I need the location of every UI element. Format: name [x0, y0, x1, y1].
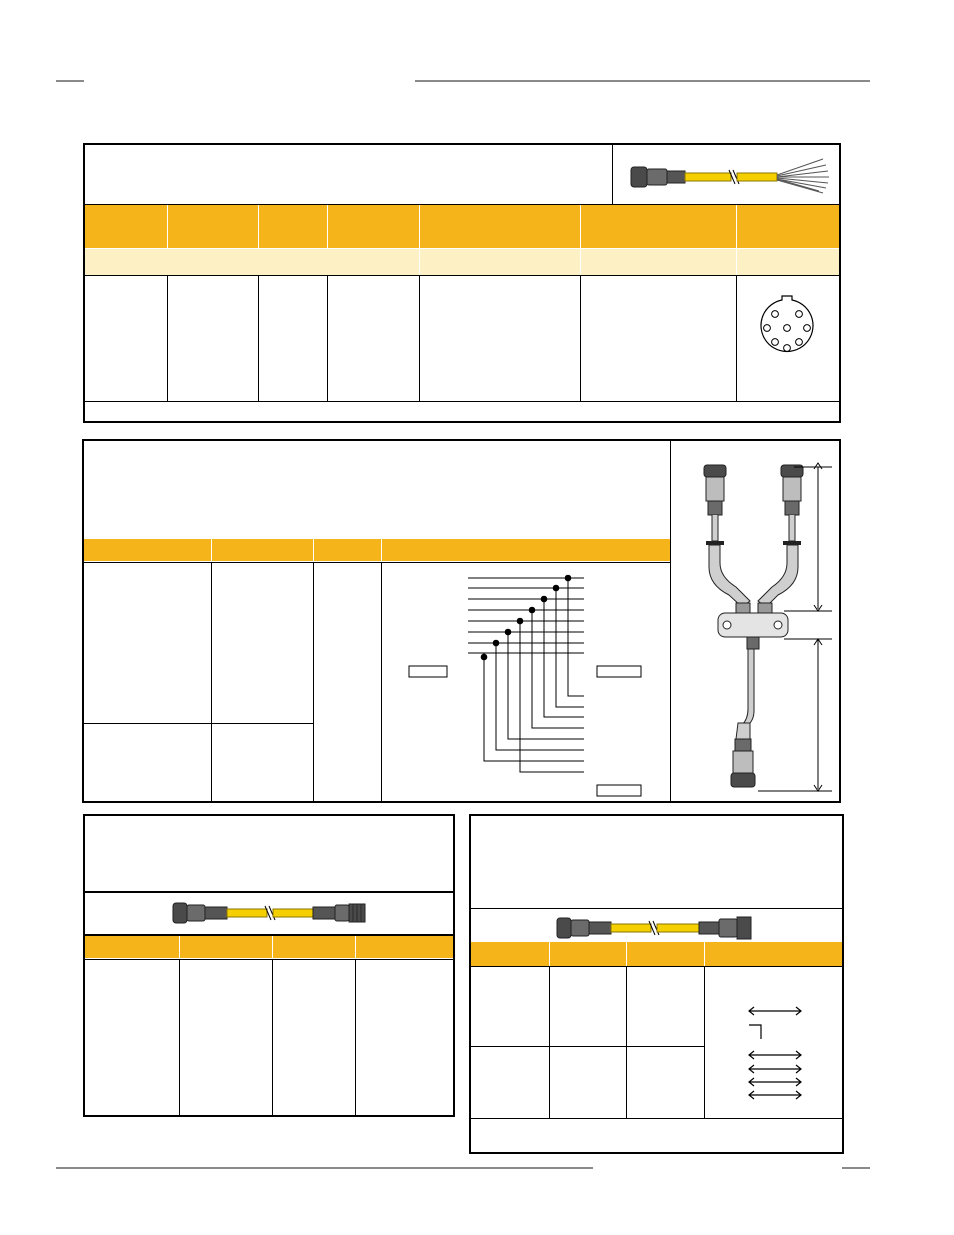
header-rule-left — [56, 80, 84, 82]
section3-header-row — [85, 936, 453, 958]
section1-subheader-row — [85, 249, 839, 275]
section2-header-row — [84, 539, 670, 561]
cordset-flying-leads-illustration — [623, 155, 833, 195]
cordset-table-section — [83, 143, 841, 423]
splitter-table-section — [82, 439, 841, 803]
right-angle-cordset-section — [469, 814, 844, 1154]
section4-header-row — [471, 942, 842, 966]
footer-rule-right — [842, 1167, 870, 1169]
double-ended-right-angle-cordset-illustration — [555, 913, 755, 943]
double-ended-cordset-section — [83, 814, 455, 1117]
double-ended-cordset-illustration — [171, 898, 371, 928]
footer-rule-left — [56, 1167, 593, 1169]
connector-face-8-pin — [755, 292, 819, 358]
splitter-wiring-diagram — [384, 567, 668, 799]
splitter-y-cable-illustration — [684, 459, 834, 799]
wiring-arrows-diagram — [741, 1001, 811, 1101]
header-rule-right — [415, 80, 870, 82]
section1-header-row — [85, 205, 839, 248]
